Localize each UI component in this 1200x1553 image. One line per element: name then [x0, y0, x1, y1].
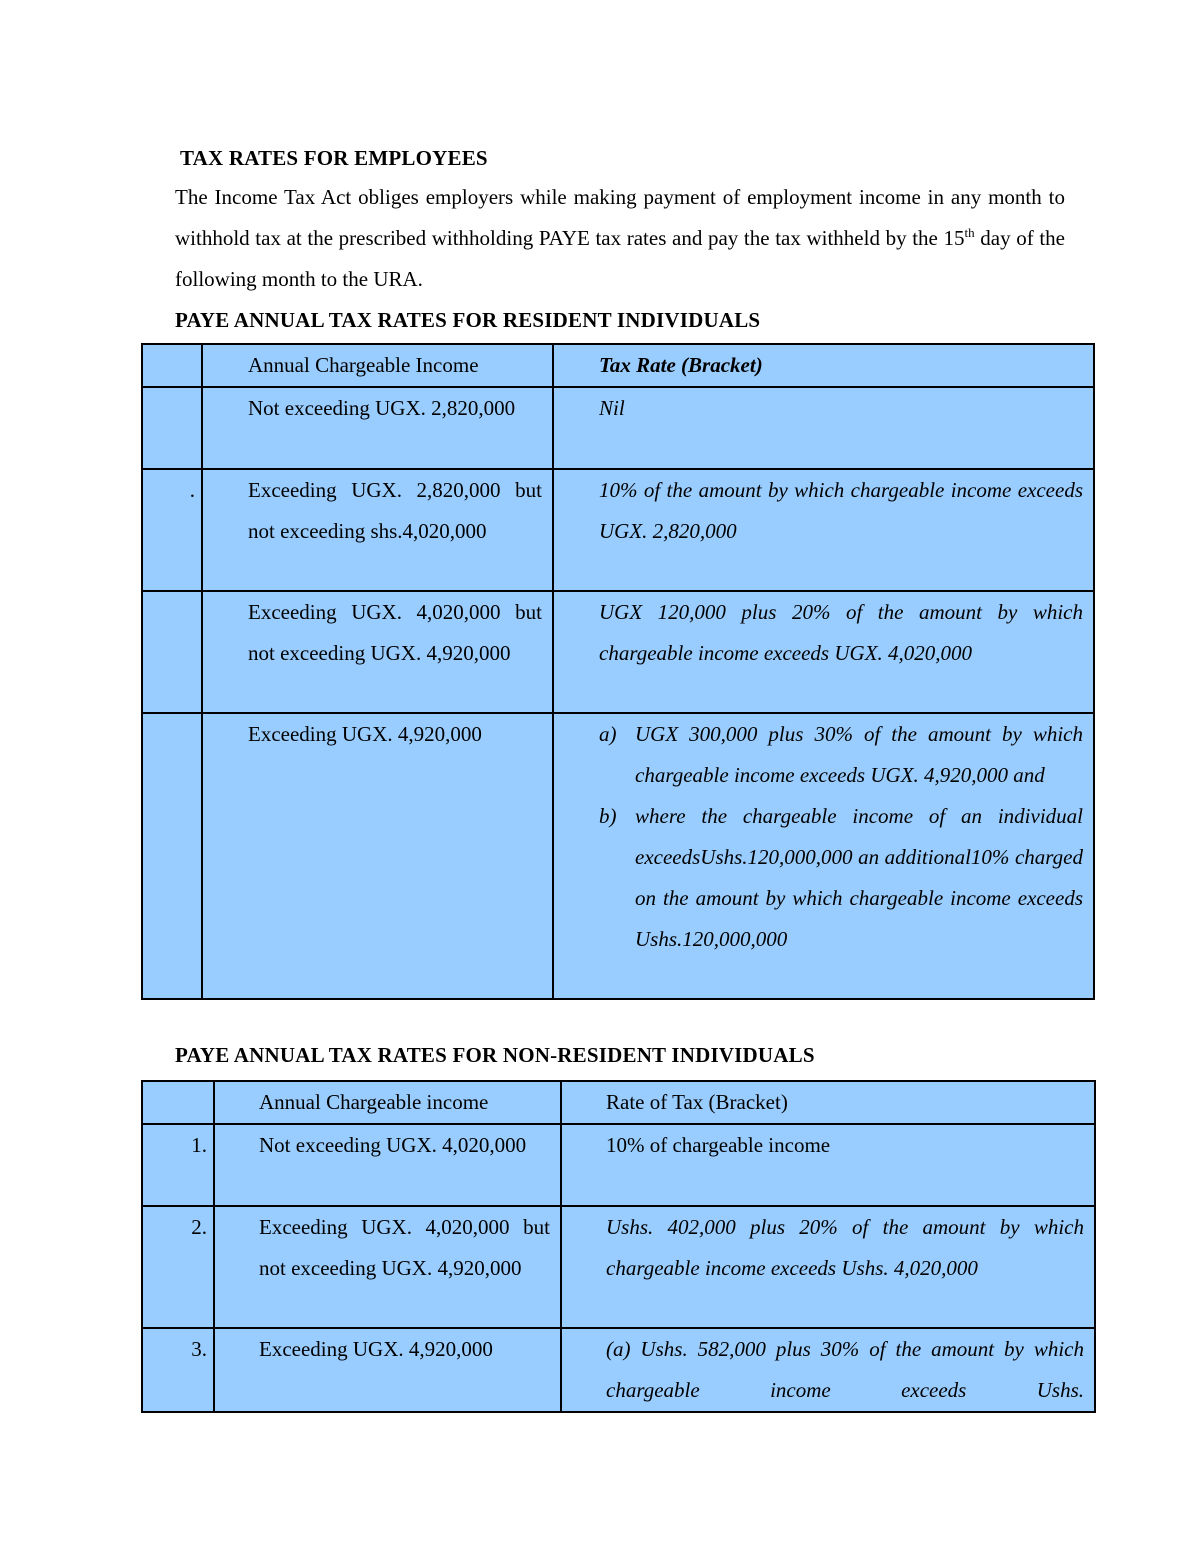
row-rate-cell: [561, 1206, 1095, 1328]
row-num-cell: [142, 591, 202, 713]
tax-rate: Nil: [599, 396, 625, 420]
tax-rate: Ushs. 402,000 plus 20% of the amount by which chargeable income exceeds Ushs. 4,020,000: [606, 1215, 1084, 1280]
resident-heading: PAYE ANNUAL TAX RATES FOR RESIDENT INDIVIDUALS: [175, 308, 761, 332]
tax-rate: UGX 120,000 plus 20% of the amount by which chargeable income exceeds UGX. 4,020,000: [599, 600, 1083, 665]
tax-rate: 10% of the amount by which chargeable income exceeds UGX. 2,820,000: [599, 478, 1083, 543]
row-number: 2.: [191, 1215, 207, 1239]
row-rate-cell: [561, 1124, 1095, 1206]
intro-superscript: th: [964, 225, 975, 240]
column-header-income: Annual Chargeable income: [259, 1090, 489, 1114]
income-bracket: Exceeding UGX. 4,920,000: [259, 1337, 493, 1361]
row-num-cell: [142, 387, 202, 469]
table-row: [142, 591, 1094, 713]
nonresident-tax-table: [141, 1080, 1096, 1413]
row-rate-cell: [553, 387, 1094, 469]
rate-list: [554, 714, 1093, 960]
resident-tax-table: [141, 343, 1095, 1000]
row-number: 3.: [191, 1337, 207, 1361]
list-item: [599, 796, 1083, 960]
row-income-cell: [214, 1124, 561, 1206]
list-marker: b): [599, 804, 617, 828]
list-marker: a): [599, 722, 617, 746]
table-header-row: [142, 344, 1094, 387]
income-bracket: Exceeding UGX. 4,020,000 but not exceeding UGX. 4,920,000: [248, 600, 542, 665]
income-bracket: Not exceeding UGX. 2,820,000: [248, 396, 516, 420]
row-rate-cell: [553, 713, 1094, 999]
table-row: [142, 1124, 1095, 1206]
column-header-rate: Tax Rate (Bracket): [599, 353, 763, 377]
table-row: [142, 1328, 1095, 1412]
table-header-row: [142, 1081, 1095, 1124]
row-income-cell: [202, 591, 553, 713]
row-rate-cell: [561, 1328, 1095, 1412]
row-num-cell: [142, 1124, 214, 1206]
row-num-cell: [142, 1328, 214, 1412]
income-bracket: Exceeding UGX. 4,020,000 but not exceeding UGX. 4,920,000: [259, 1215, 550, 1280]
table-row: [142, 713, 1094, 999]
row-number: 1.: [191, 1133, 207, 1157]
table-row: [142, 1206, 1095, 1328]
header-rate-cell: [553, 344, 1094, 387]
row-num-cell: .: [142, 469, 202, 591]
list-item-text: where the chargeable income of an individual exceedsUshs.120,000,000 an additional10% charged on the amount by which chargeable income exceeds Ushs.120,000,000: [635, 804, 1083, 951]
intro-text-end: day of the following month to the URA.: [175, 226, 1065, 291]
header-income-cell: [214, 1081, 561, 1124]
intro-paragraph: [175, 177, 1065, 300]
table-row: [142, 387, 1094, 469]
row-num-cell: [142, 1206, 214, 1328]
row-income-cell: [202, 387, 553, 469]
intro-text: The Income Tax Act obliges employers while making payment of employment income in any month to withhold tax at the prescribed withholding PAYE tax rates and pay the tax withheld by the 15: [175, 185, 1065, 250]
header-income-cell: [202, 344, 553, 387]
header-num-cell: [142, 344, 202, 387]
tax-rate: 10% of chargeable income: [606, 1133, 831, 1157]
list-item: [599, 714, 1083, 796]
column-header-rate: Rate of Tax (Bracket): [606, 1090, 788, 1114]
income-bracket: Exceeding UGX. 4,920,000: [248, 722, 482, 746]
list-item-text: UGX 300,000 plus 30% of the amount by which chargeable income exceeds UGX. 4,920,000 and: [635, 722, 1083, 787]
header-num-cell: [142, 1081, 214, 1124]
tax-rate: (a) Ushs. 582,000 plus 30% of the amount by which chargeable income exceeds Ushs.: [606, 1337, 1084, 1402]
row-rate-cell: [553, 469, 1094, 591]
row-income-cell: [214, 1328, 561, 1412]
row-num-cell: [142, 713, 202, 999]
table-row: [142, 469, 1094, 591]
column-header-income: Annual Chargeable Income: [248, 353, 479, 377]
page-title: TAX RATES FOR EMPLOYEES: [180, 146, 488, 170]
income-bracket: Exceeding UGX. 2,820,000 but not exceeding shs.4,020,000: [248, 478, 542, 543]
income-bracket: Not exceeding UGX. 4,020,000: [259, 1133, 527, 1157]
nonresident-heading: PAYE ANNUAL TAX RATES FOR NON-RESIDENT INDIVIDUALS: [175, 1043, 815, 1067]
row-income-cell: [214, 1206, 561, 1328]
header-rate-cell: [561, 1081, 1095, 1124]
row-income-cell: [202, 713, 553, 999]
row-income-cell: [202, 469, 553, 591]
row-rate-cell: [553, 591, 1094, 713]
